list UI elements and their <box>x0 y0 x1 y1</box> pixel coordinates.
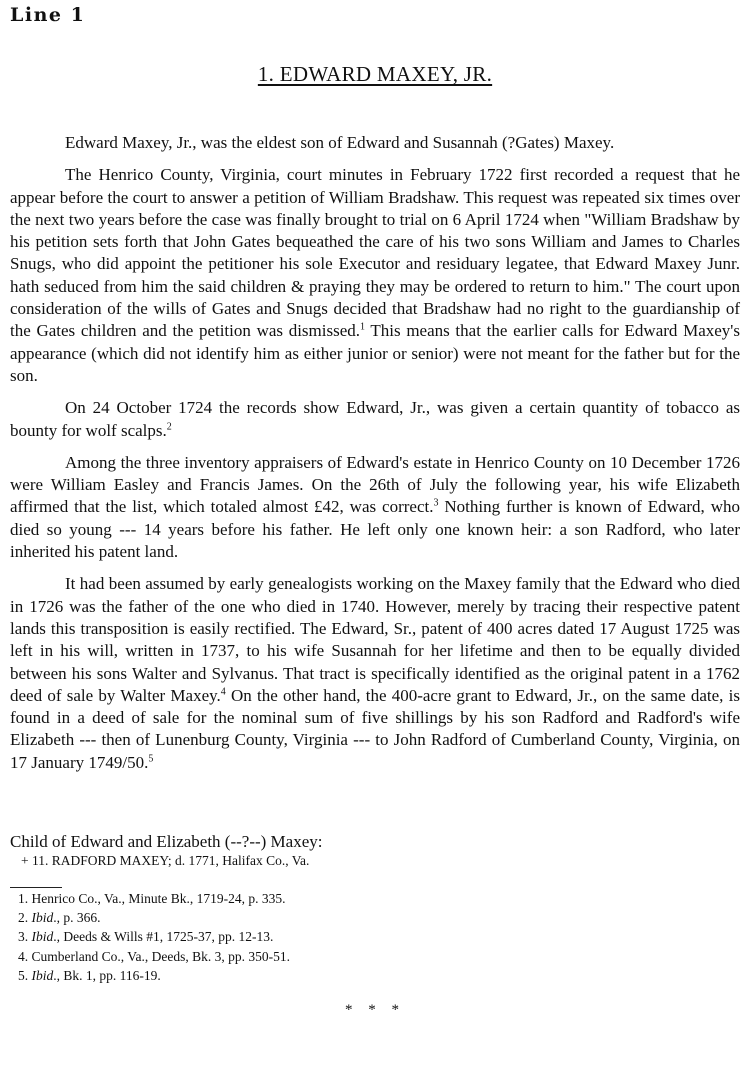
section-ornament: * * * <box>345 1002 405 1018</box>
footnote-item <box>18 947 290 966</box>
page-title: 1. EDWARD MAXEY, JR. <box>257 62 493 86</box>
paragraph-5 <box>10 573 740 774</box>
child-item: + 11. RADFORD MAXEY; d. 1771, Halifax Co., Va. <box>21 853 310 868</box>
footnote-text: ., Deeds & Wills #1, 1725-37, pp. 12-13. <box>53 929 274 945</box>
paragraph-1 <box>10 132 740 154</box>
paragraph-text: On the other hand, the 400-acre grant to Edward, Jr., on the same date, is found in a deed of sale for the nominal sum of five shillings by his son Radford and Radford's wife Elizabeth --- then of Lunenburg County, Virginia --- to John Radford of Cumberland County, Virginia, on 17 January 1749/50. <box>10 685 740 772</box>
footnote-item <box>18 889 290 908</box>
footnote-ref: 5 <box>148 753 154 765</box>
footnote-ibid: Ibid <box>31 929 54 945</box>
paragraph-3 <box>10 397 740 442</box>
paragraph-text: On 24 October 1724 the records show Edward, Jr., was given a certain quantity of tobacco as bounty for wolf scalps. <box>10 398 740 440</box>
paragraph-text: This means that the earlier calls for Edward Maxey's appearance (which did not identify him as either junior or senior) were not meant for the father but for the son. <box>10 321 740 385</box>
paragraph-text: The Henrico County, Virginia, court minutes in February 1722 first recorded a request that he appear before the court to answer a petition of William Bradshaw. This request was repeated six times over the next two years before the case was finally brought to trial on 6 April 1724 when "William Bradshaw by his petition sets forth that John Gates bequeathed the care of his two sons William and James to Charles Snugs, who did appoint the petitioner his sole Executor and residuary legatee, that Edward Maxey Junr. hath seduced from him the said children & praying they may be ordered to return to him." The court upon consideration of the wills of Gates and Snugs decided that Bradshaw had no right to the guardianship of the Gates children and the petition was dismissed. <box>10 165 740 341</box>
footnote-number: 4. <box>18 948 32 964</box>
footnote-text: Henrico Co., Va., Minute Bk., 1719-24, p. 335. <box>31 891 286 906</box>
footnote-ref: 4 <box>220 686 226 698</box>
footnote-divider <box>10 887 62 888</box>
footnote-ibid: Ibid <box>31 910 54 926</box>
footnote-text: ., Bk. 1, pp. 116-19. <box>53 967 161 983</box>
footnote-number: 1. <box>18 891 32 906</box>
footnotes <box>18 889 290 985</box>
body-text <box>10 132 740 784</box>
paragraph-4 <box>10 452 740 563</box>
footnote-number: 2. <box>18 910 32 926</box>
footnote-text: Cumberland Co., Va., Deeds, Bk. 3, pp. 350-51. <box>31 948 290 964</box>
footnote-item <box>18 908 290 927</box>
line-label: Line 1 <box>10 4 86 26</box>
footnote-number: 5. <box>18 967 32 983</box>
footnote-item <box>18 966 290 985</box>
footnote-number: 3. <box>18 929 32 945</box>
paragraph-text: Among the three inventory appraisers of Edward's estate in Henrico County on 10 December 1726 were William Easley and Francis James. On the 26th of July the following year, his wife Elizabeth affirmed that the list, which totaled almost £42, was correct. <box>10 452 740 517</box>
footnote-ibid: Ibid <box>31 967 54 983</box>
footnote-ref: 2 <box>166 420 172 432</box>
paragraph-text: Edward Maxey, Jr., was the eldest son of Edward and Susannah (?Gates) Maxey. <box>65 133 615 152</box>
footnote-text: ., p. 366. <box>53 910 101 926</box>
paragraph-2 <box>10 164 740 387</box>
children-section <box>10 831 740 870</box>
paragraph-text: Nothing further is known of Edward, who died so young --- 14 years before his father. He left only one known heir: a son Radford, who later inherited his patent land. <box>10 497 740 562</box>
footnote-ref: 1 <box>360 321 366 333</box>
paragraph-text: It had been assumed by early genealogists working on the Maxey family that the Edward who died in 1726 was the father of the one who died in 1740. However, merely by tracing their respective patent lands this transposition is easily rectified. The Edward, Sr., patent of 400 acres dated 17 August 1725 was left in his will, written in 1737, to his wife Susannah for her lifetime and then to be equally divided between his sons Walter and Sylvanus. That tract is specifically identified as the original patent in a 1762 deed of sale by Walter Maxey. <box>10 574 740 705</box>
footnote-ref: 3 <box>433 497 439 509</box>
children-heading: Child of Edward and Elizabeth (--?--) Maxey: <box>10 832 323 851</box>
footnote-item <box>18 927 290 946</box>
